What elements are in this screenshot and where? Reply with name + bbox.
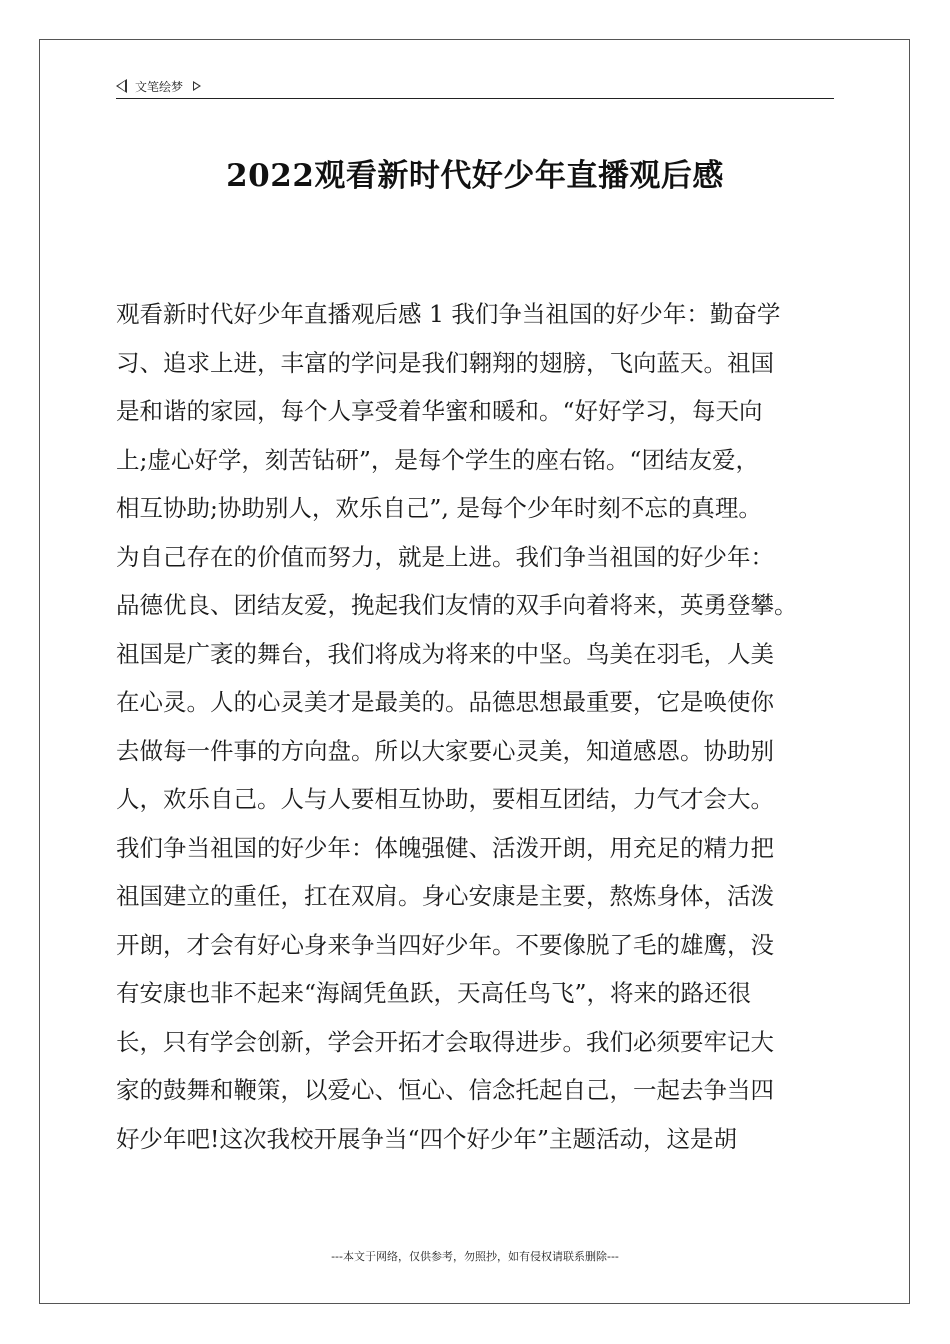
triangle-right-icon [193, 81, 201, 91]
document-body [116, 290, 861, 1163]
document-title: 2022观看新时代好少年直播观后感 [226, 158, 724, 194]
header-brand-text: 文笔绘梦 [135, 79, 184, 94]
body-line: 祖国建立的重任，扛在双肩。身心安康是主要，熬炼身体，活泼 [116, 882, 774, 910]
body-line: 为自己存在的价值而努力，就是上进。我们争当祖国的好少年： [116, 542, 774, 571]
body-line: 长，只有学会创新，学会开拓才会取得进步。我们必须要牢记大 [116, 1027, 774, 1056]
body-line: 去做每一件事的方向盘。所以大家要心灵美，知道感恩。协助别 [116, 736, 774, 765]
body-line: 家的鼓舞和鞭策，以爱心、恒心、信念托起自己，一起去争当四 [116, 1076, 774, 1104]
body-line: 好少年吧!这次我校开展争当“四个好少年”主题活动，这是胡 [116, 1124, 737, 1153]
body-line: 有安康也非不起来“海阔凭鱼跃，天高任鸟飞”，将来的路还很 [116, 979, 752, 1007]
body-line: 相互协助;协助别人，欢乐自己”, 是每个少年时刻不忘的真理。 [116, 494, 762, 522]
body-line: 是和谐的家园，每个人享受着华蜜和暖和。“好好学习，每天向 [116, 397, 763, 425]
body-line: 我们争当祖国的好少年：体魄强健、活泼开朗，用充足的精力把 [116, 833, 774, 862]
body-line: 品德优良、团结友爱，挽起我们友情的双手向着将来，英勇登攀。 [116, 591, 798, 619]
body-line: 上;虚心好学，刻苦钻研”，是每个学生的座右铭。“团结友爱， [116, 445, 759, 474]
body-line: 观看新时代好少年直播观后感 1 我们争当祖国的好少年：勤奋学 [116, 300, 781, 328]
body-line: 人，欢乐自己。人与人要相互协助，要相互团结，力气才会大。 [116, 785, 774, 813]
footer-disclaimer: ---本文于网络，仅供参考，勿照抄，如有侵权请联系删除--- [331, 1250, 619, 1263]
body-line: 在心灵。人的心灵美才是最美的。品德思想最重要，它是唤使你 [116, 688, 774, 716]
body-line: 开朗，才会有好心身来争当四好少年。不要像脱了毛的雄鹰，没 [116, 930, 774, 959]
body-line: 祖国是广袤的舞台，我们将成为将来的中坚。鸟美在羽毛，人美 [116, 639, 774, 668]
triangle-left-icon [116, 79, 127, 93]
page-header [116, 74, 834, 99]
body-line: 习、追求上进，丰富的学问是我们翱翔的翅膀，飞向蓝天。祖国 [116, 348, 774, 377]
